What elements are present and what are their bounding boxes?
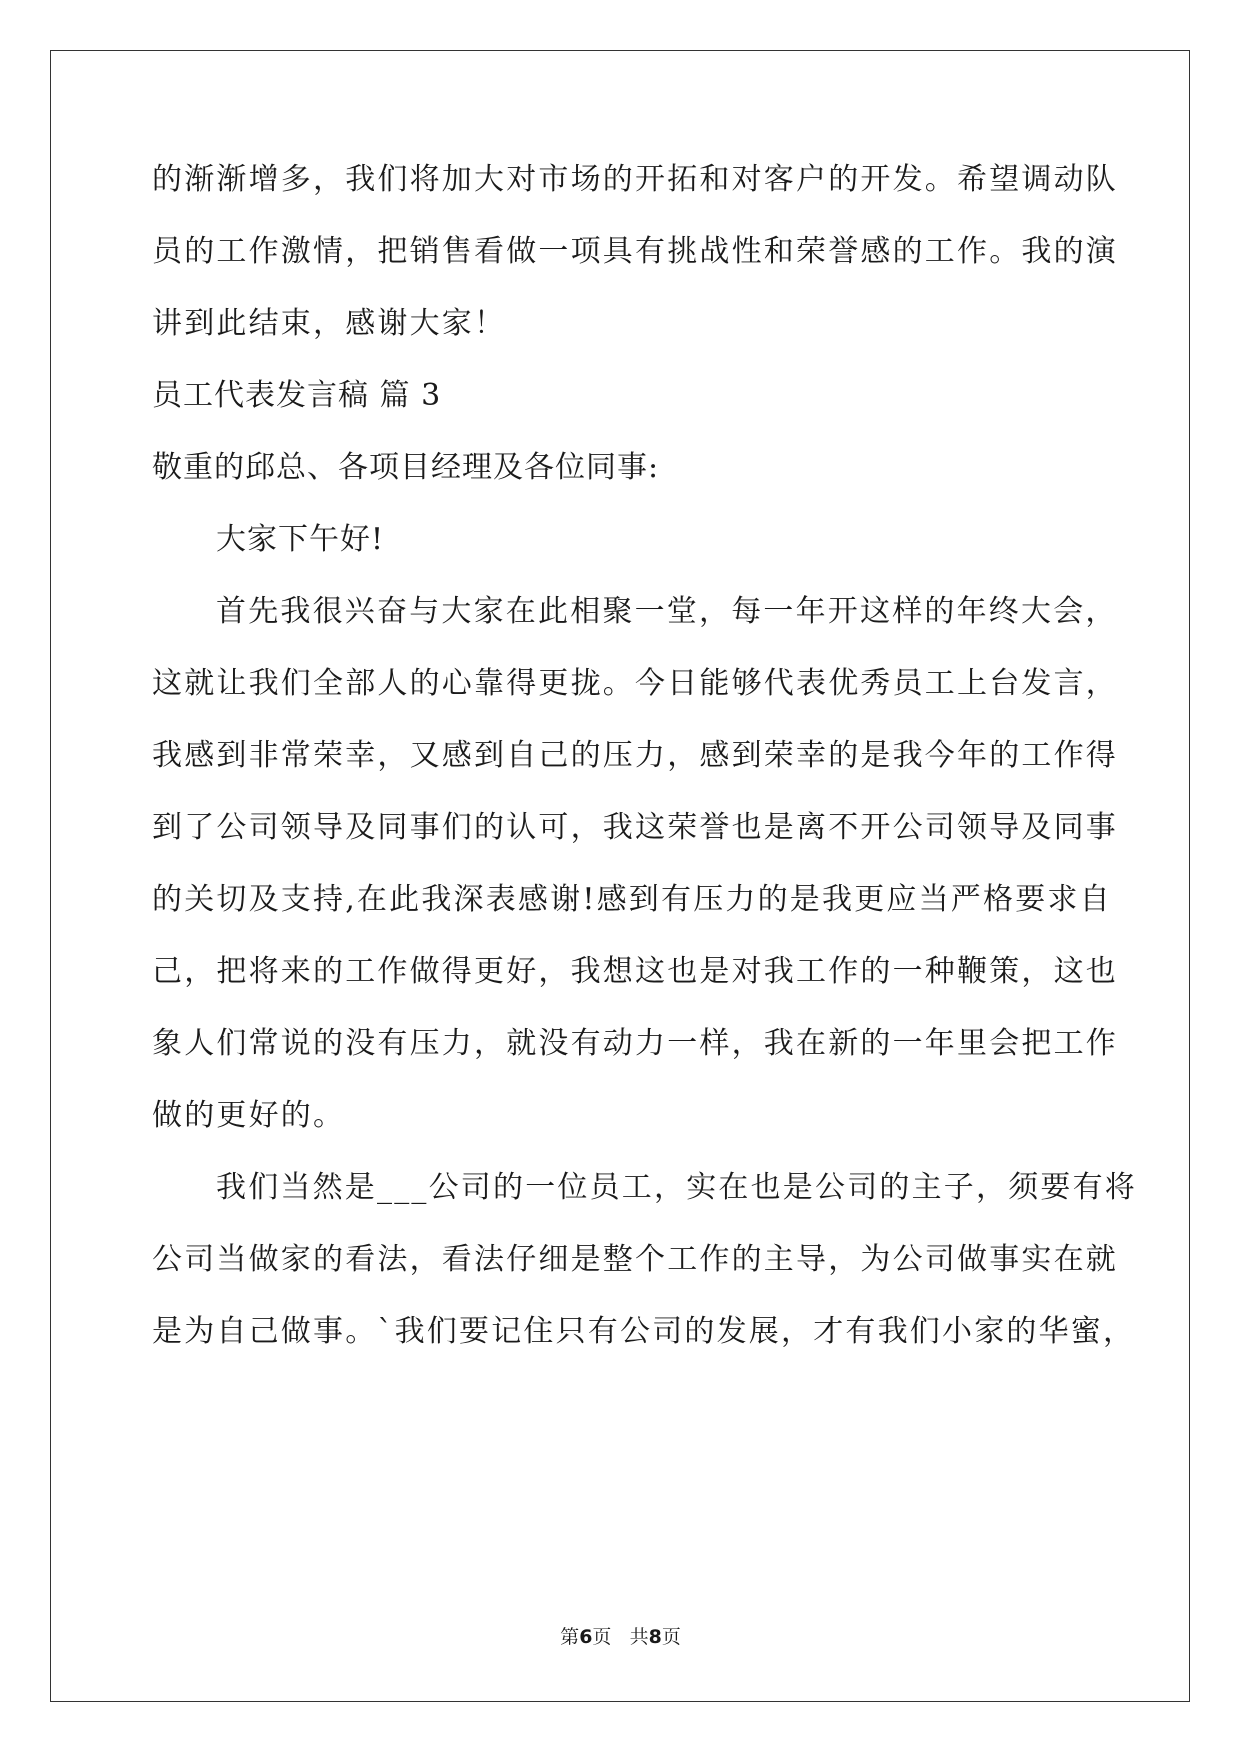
page-border xyxy=(50,50,1190,1702)
total-suffix: 页 xyxy=(661,1626,681,1648)
text-line: 我感到非常荣幸，又感到自己的压力，感到荣幸的是我今年的工作得 xyxy=(152,738,1118,773)
text-line: 首先我很兴奋与大家在此相聚一堂，每一年开这样的年终大会， xyxy=(216,594,1118,629)
text-line: 的渐渐增多，我们将加大对市场的开拓和对客户的开发。希望调动队 xyxy=(152,162,1118,197)
text-line: 是为自己做事。`我们要记住只有公司的发展，才有我们小家的华蜜， xyxy=(152,1314,1136,1349)
salutation: 敬重的邱总、各项目经理及各位同事: xyxy=(152,450,660,485)
section-heading: 员工代表发言稿 篇 3 xyxy=(152,378,442,413)
text-line: 这就让我们全部人的心靠得更拢。今日能够代表优秀员工上台发言， xyxy=(152,666,1118,701)
page-footer xyxy=(0,1622,1241,1649)
text-line: 我们当然是___公司的一位员工，实在也是公司的主子，须要有将 xyxy=(216,1170,1137,1205)
text-line: 的关切及支持,在此我深表感谢!感到有压力的是我更应当严格要求自 xyxy=(152,882,1112,917)
greeting: 大家下午好! xyxy=(216,522,385,557)
total-prefix: 共 xyxy=(629,1626,649,1648)
text-line: 到了公司领导及同事们的认可，我这荣誉也是离不开公司领导及同事 xyxy=(152,810,1118,845)
text-line: 公司当做家的看法，看法仔细是整个工作的主导，为公司做事实在就 xyxy=(152,1242,1118,1277)
text-line: 象人们常说的没有压力，就没有动力一样，我在新的一年里会把工作 xyxy=(152,1026,1118,1061)
text-line: 讲到此结束，感谢大家！ xyxy=(152,306,507,341)
text-line: 员的工作激情，把销售看做一项具有挑战性和荣誉感的工作。我的演 xyxy=(152,234,1118,269)
page-prefix: 第 xyxy=(560,1626,580,1648)
text-line: 己，把将来的工作做得更好，我想这也是对我工作的一种鞭策，这也 xyxy=(152,954,1118,989)
current-page-number: 6 xyxy=(579,1626,593,1648)
total-page-count: 8 xyxy=(648,1626,662,1648)
text-line: 做的更好的。 xyxy=(152,1098,346,1133)
page-suffix: 页 xyxy=(592,1626,612,1648)
